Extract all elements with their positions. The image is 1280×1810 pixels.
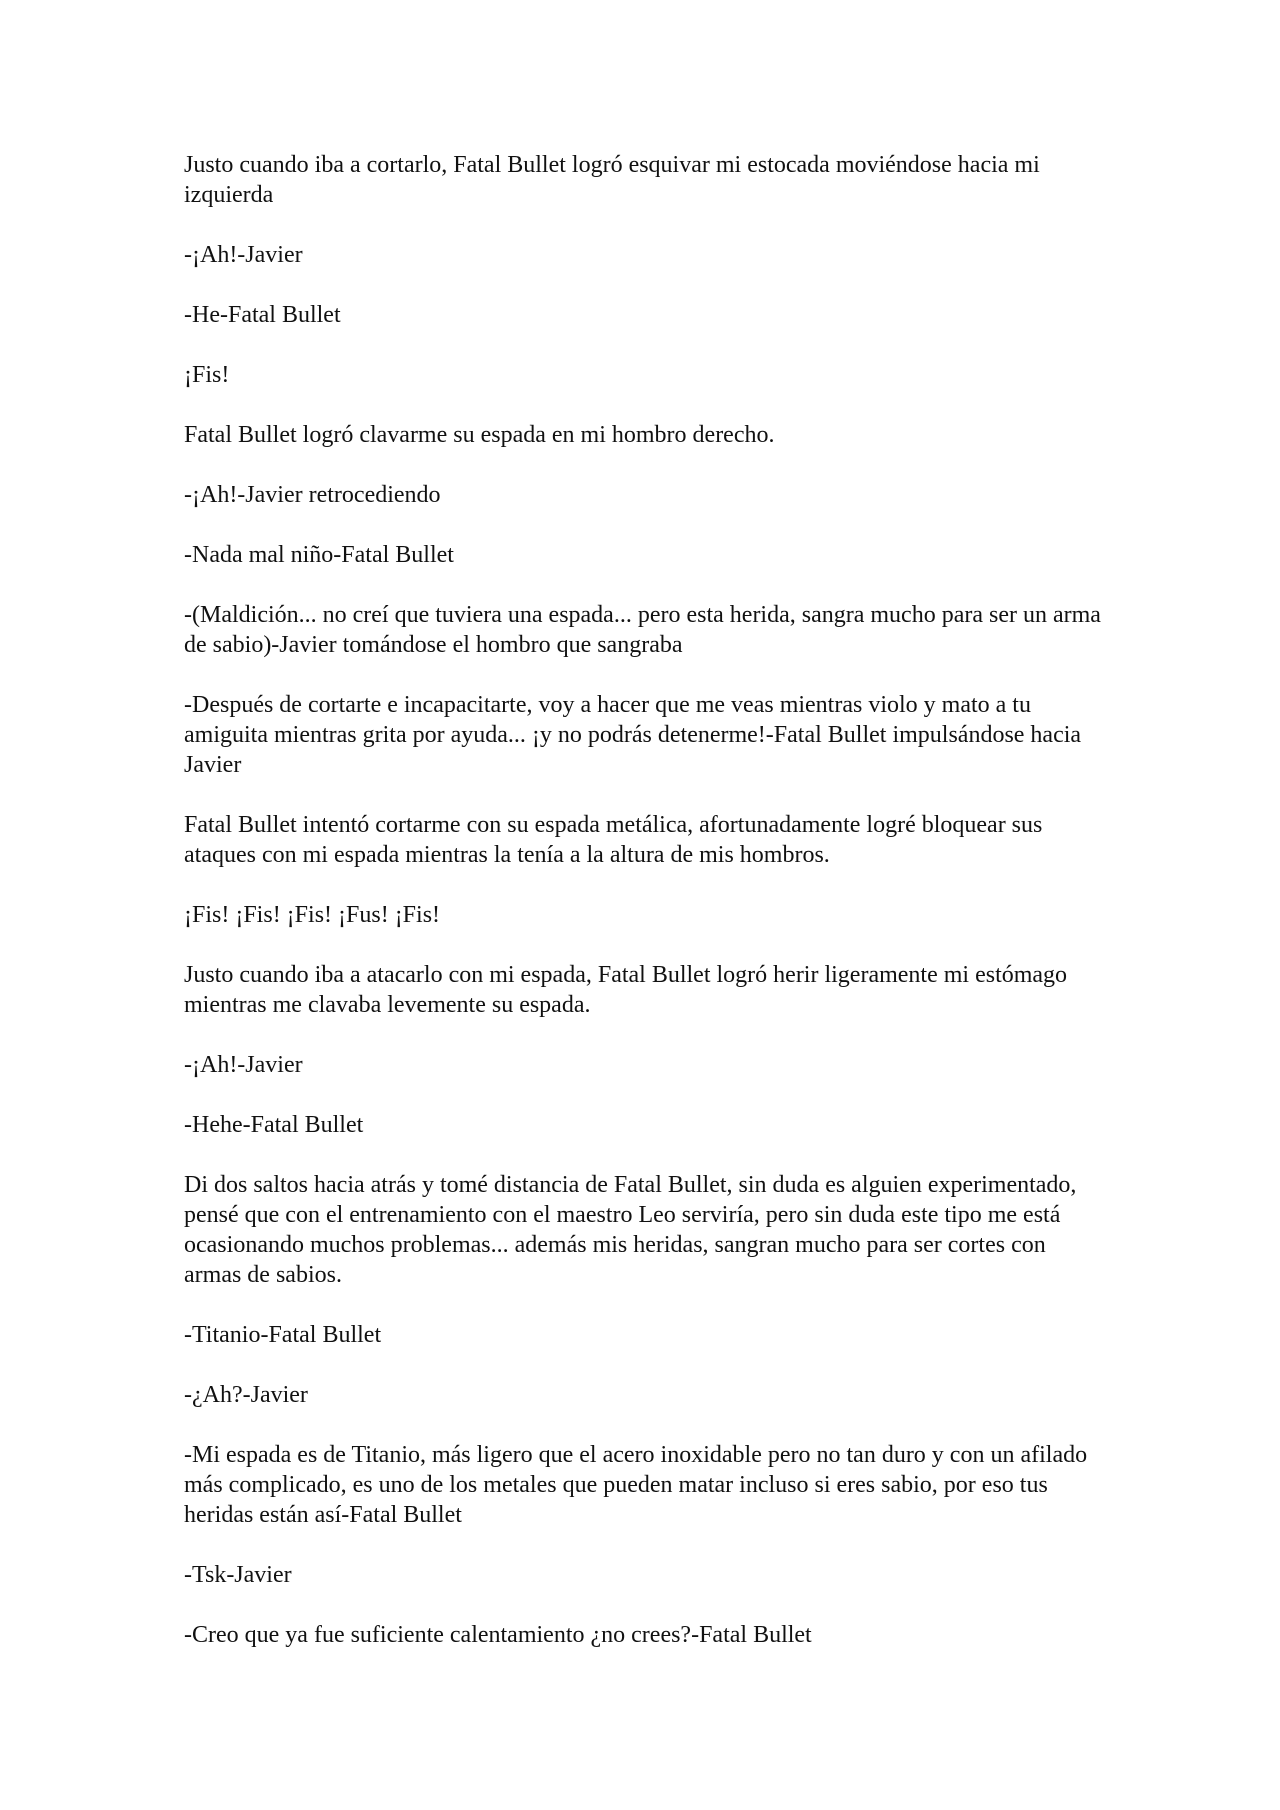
paragraph: Justo cuando iba a cortarlo, Fatal Bullet logró esquivar mi estocada moviéndose hacia mi izquierda	[184, 152, 1040, 208]
paragraph: ¡Fis! ¡Fis! ¡Fis! ¡Fus! ¡Fis!	[184, 902, 441, 928]
paragraph: ¡Fis!	[184, 362, 230, 388]
paragraph: -He-Fatal Bullet	[184, 302, 341, 328]
paragraph: -Mi espada es de Titanio, más ligero que el acero inoxidable pero no tan duro y con un afilado más complicado, es uno de los metales que pueden matar incluso si eres sabio, por eso tus heridas están así-Fatal Bullet	[184, 1442, 1088, 1528]
paragraph: Justo cuando iba a atacarlo con mi espada, Fatal Bullet logró herir ligeramente mi estómago mientras me clavaba levemente su espada.	[184, 962, 1068, 1018]
paragraph: -Titanio-Fatal Bullet	[184, 1322, 382, 1348]
document-body	[184, 150, 1104, 1680]
paragraph: Di dos saltos hacia atrás y tomé distancia de Fatal Bullet, sin duda es alguien experimentado, pensé que con el entrenamiento con el maestro Leo serviría, pero sin duda este tipo me está ocasionando muchos problemas... además mis heridas, sangran mucho para ser cortes con armas de sabios.	[184, 1172, 1077, 1288]
paragraph: -¡Ah!-Javier retrocediendo	[184, 482, 441, 508]
paragraph: -¿Ah?-Javier	[184, 1382, 308, 1408]
paragraph: -Nada mal niño-Fatal Bullet	[184, 542, 454, 568]
paragraph: -Después de cortarte e incapacitarte, voy a hacer que me veas mientras violo y mato a tu amiguita mientras grita por ayuda... ¡y no podrás detenerme!-Fatal Bullet impulsándose hacia Javier	[184, 692, 1082, 778]
paragraph: Fatal Bullet logró clavarme su espada en mi hombro derecho.	[184, 422, 775, 448]
paragraph: -(Maldición... no creí que tuviera una espada... pero esta herida, sangra mucho para ser un arma de sabio)-Javier tomándose el hombro que sangraba	[184, 602, 1101, 658]
paragraph: -Tsk-Javier	[184, 1562, 292, 1588]
paragraph: Fatal Bullet intentó cortarme con su espada metálica, afortunadamente logré bloquear sus ataques con mi espada mientras la tenía a la altura de mis hombros.	[184, 812, 1043, 868]
paragraph: -Hehe-Fatal Bullet	[184, 1112, 364, 1138]
paragraph: -¡Ah!-Javier	[184, 242, 303, 268]
paragraph: -Creo que ya fue suficiente calentamiento ¿no crees?-Fatal Bullet	[184, 1622, 812, 1648]
paragraph: -¡Ah!-Javier	[184, 1052, 303, 1078]
